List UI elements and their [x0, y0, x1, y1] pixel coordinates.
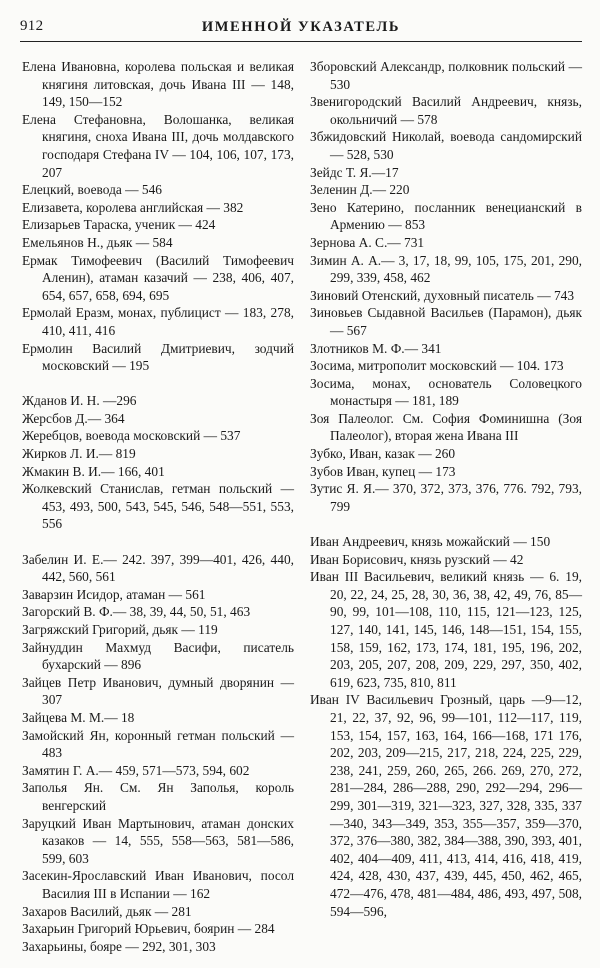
- index-entry: Злотников М. Ф.— 341: [310, 340, 442, 356]
- index-entry: Зиновьев Сыдавной Васильев (Парамон), дьяк — 567: [310, 305, 582, 338]
- index-entry: Ермолин Василий Дмитриевич, зодчий московский — 195: [22, 340, 294, 374]
- index-entry: Заполья Ян. См. Ян Заполья, король венгерский: [22, 780, 294, 813]
- index-entry: Ермак Тимофеевич (Василий Тимофеевич Аленин), атаман казачий — 238, 406, 407, 654, 657, 658, 694, 695: [22, 252, 294, 303]
- index-entry: Жолкевский Станислав, гетман польский — 453, 493, 500, 543, 545, 546, 548—551, 553, 556: [22, 481, 294, 532]
- index-entry: Елецкий, воевода — 546: [22, 182, 163, 198]
- index-entry: Жмакин В. И.— 166, 401: [22, 463, 165, 479]
- index-column-right: [310, 58, 582, 920]
- index-entry: Зубов Иван, купец — 173: [310, 463, 456, 479]
- index-entry: Звенигородский Василий Андреевич, князь, окольничий — 578: [310, 94, 582, 127]
- index-column-left: [22, 58, 294, 955]
- index-entry: Зайцева М. М.— 18: [22, 709, 135, 725]
- index-entry: Збжидовский Николай, воевода сандомирский — 528, 530: [310, 129, 582, 162]
- index-entry: Засекин-Ярославский Иван Иванович, посол Василия III в Испании — 162: [22, 868, 294, 901]
- index-entry: Замойский Ян, коронный гетман польский — 483: [22, 727, 294, 761]
- index-entry: Зено Катерино, посланник венецианский в Армению — 853: [310, 199, 582, 233]
- index-entry: Иван IV Васильевич Грозный, царь —9—12, 21, 22, 37, 92, 96, 99—101, 112—117, 119, 153, 154, 157, 163, 164, 166—168, 171 176, 202, 203, 209—215, 217, 218, 224, 225, 229, 238, 241, 259, 260, 265, 266. 269, 270, 272, 281—284, 286—288, 290, 292—294, 296—299, 301—319, 321—323, 327, 328, 335, 337—340, 343—349, 353, 355—357, 359—370, 372, 376—380, 382, 384—388, 390, 393, 401, 402, 404—409, 411, 413, 414, 416, 418, 419, 424, 428, 430, 437, 439, 445, 450, 462, 465, 472—476, 478, 481—484, 486, 493, 497, 508, 594—596,: [310, 692, 582, 919]
- index-entry: Елена Ивановна, королева польская и великая княгиня литовская, дочь Ивана III — 148, 149, 150—152: [22, 59, 294, 110]
- index-entry: Иван Борисович, князь рузский — 42: [310, 551, 524, 567]
- index-entry: Ермолай Еразм, монах, публицист — 183, 278, 410, 411, 416: [22, 305, 294, 338]
- index-entry: Зборовский Александр, полковник польский — 530: [310, 59, 582, 92]
- index-entry: Иван III Васильевич, великий князь — 6. 19, 20, 22, 24, 25, 28, 30, 36, 38, 42, 49, 76, 85—90, 99, 101—108, 110, 115, 121—123, 125, 127, 140, 141, 145, 146, 148—151, 154, 155, 158, 159, 162, 173, 174, 181, 195, 196, 202, 203, 205, 207, 208, 209, 229, 297, 350, 402, 619, 623, 735, 810, 811: [310, 569, 582, 690]
- section-gap: [310, 515, 582, 533]
- section-gap: [22, 375, 294, 393]
- index-entry: Жданов И. Н. —296: [22, 393, 137, 409]
- index-entry: Елизарьев Тараска, ученик — 424: [22, 217, 216, 233]
- header-rule: [20, 41, 582, 42]
- index-entry: Зоя Палеолог. См. София Фоминишна (Зоя Палеолог), вторая жена Ивана III: [310, 410, 582, 444]
- index-entry: Жирков Л. И.— 819: [22, 446, 136, 462]
- index-entry: Емельянов Н., дьяк — 584: [22, 234, 173, 250]
- index-entry: Захарьин Григорий Юрьевич, боярин — 284: [22, 921, 275, 937]
- index-entry: Загряжский Григорий, дьяк — 119: [22, 622, 218, 637]
- index-entry: Зайцев Петр Иванович, думный дворянин — 307: [22, 674, 294, 708]
- index-entry: Зернова А. С.— 731: [310, 234, 425, 250]
- index-entry: Загорский В. Ф.— 38, 39, 44, 50, 51, 463: [22, 604, 251, 620]
- index-entry: Иван Андреевич, князь можайский — 150: [310, 534, 551, 550]
- index-entry: Жеребцов, воевода московский — 537: [22, 428, 241, 444]
- index-entry: Захаров Василий, дьяк — 281: [22, 903, 192, 919]
- index-entry: Заруцкий Иван Мартынович, атаман донских казаков — 14, 555, 558—563, 581—586, 599, 603: [22, 815, 294, 866]
- index-entry: Жерсбов Д.— 364: [22, 410, 125, 426]
- index-entry: Зосима, митрополит московский — 104. 173: [310, 358, 564, 374]
- index-entry: Зутис Я. Я.— 370, 372, 373, 376, 776. 792, 793, 799: [310, 481, 582, 514]
- section-gap: [22, 533, 294, 551]
- index-entry: Зосима, монах, основатель Соловецкого монастыря — 181, 189: [310, 375, 582, 409]
- running-title: ИМЕННОЙ УКАЗАТЕЛЬ: [201, 18, 401, 35]
- page-number: 912: [20, 18, 44, 34]
- index-entry: Зимин А. А.— 3, 17, 18, 99, 105, 175, 201, 290, 299, 339, 458, 462: [310, 252, 582, 286]
- index-entry: Зейдс Т. Я.—17: [310, 164, 399, 180]
- index-entry: Забелин И. Е.— 242. 397, 399—401, 426, 440, 442, 560, 561: [22, 551, 294, 585]
- index-entry: Елена Стефановна, Волошанка, великая княгиня, сноха Ивана III, дочь молдавского господаря Стефана IV — 104, 106, 107, 173, 207: [22, 111, 294, 180]
- index-entry: Зеленин Д.— 220: [310, 182, 410, 198]
- index-entry: Зубко, Иван, казак — 260: [310, 446, 456, 462]
- page-header: [20, 14, 582, 40]
- index-entry: Зиновий Отенский, духовный писатель — 743: [310, 287, 575, 303]
- index-entry: Елизавета, королева английская — 382: [22, 199, 244, 215]
- index-entry: Захарьины, бояре — 292, 301, 303: [22, 938, 216, 954]
- index-entry: Зайнуддин Махмуд Васифи, писатель бухарский — 896: [22, 639, 294, 673]
- index-entry: Замятин Г. А.— 459, 571—573, 594, 602: [22, 762, 250, 778]
- index-entry: Заварзин Исидор, атаман — 561: [22, 586, 206, 602]
